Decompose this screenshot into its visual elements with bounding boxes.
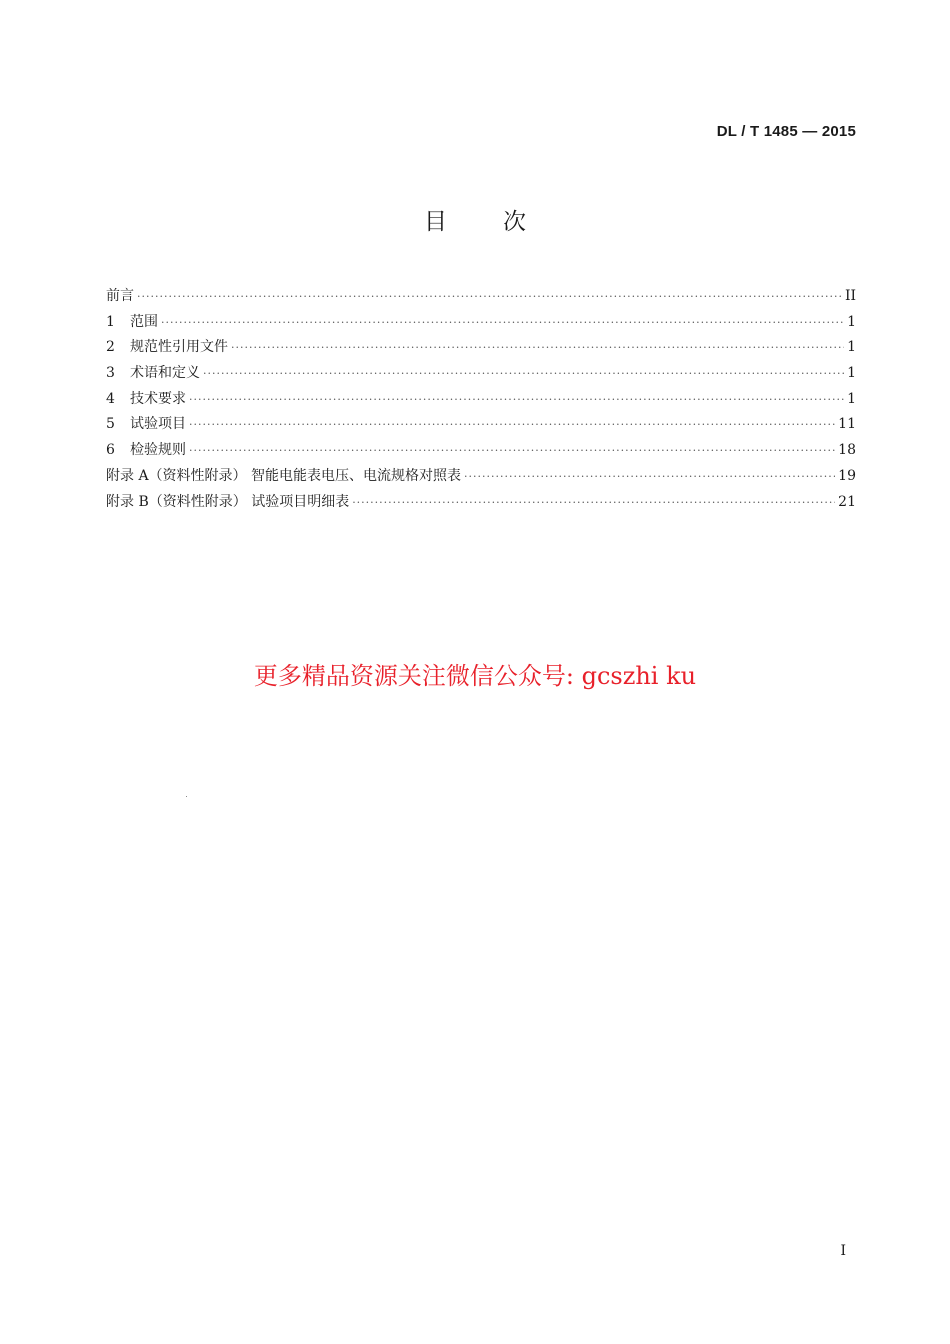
toc-entry-label: 试验项目 <box>130 416 186 433</box>
standard-code: DL / T 1485 — 2015 <box>716 123 856 140</box>
toc-leader-dots <box>161 310 844 336</box>
toc-entry-page: 18 <box>838 442 856 459</box>
toc-title-char-1: 目 <box>424 209 447 235</box>
toc-leader-dots <box>189 438 835 464</box>
page-number: I <box>840 1243 846 1259</box>
toc-entry-number: 4 <box>106 390 115 407</box>
toc-entry-label: 前言 <box>106 288 134 304</box>
toc-entry-number: 6 <box>106 442 115 459</box>
toc-entry-page: 1 <box>847 365 856 382</box>
toc-entry-label: 术语和定义 <box>130 365 200 382</box>
toc-entry-5[interactable] <box>106 412 856 438</box>
toc-entry-label: 检验规则 <box>130 442 186 459</box>
promo-watermark-text: 更多精品资源关注微信公众号: gcszhi ku <box>253 662 697 690</box>
toc-entry-page: 1 <box>847 313 856 330</box>
toc-leader-dots <box>137 284 842 310</box>
toc-entry-number: 5 <box>106 416 115 433</box>
scan-speck <box>186 796 187 797</box>
toc-leader-dots <box>189 387 844 413</box>
toc-entry-number: 2 <box>106 339 115 356</box>
toc-entry-page: 1 <box>847 339 856 356</box>
toc-entry-label: 范围 <box>130 313 158 330</box>
toc-entry-page: II <box>844 288 856 304</box>
toc-entry-label: 规范性引用文件 <box>130 339 228 356</box>
toc-leader-dots <box>203 361 844 387</box>
toc-entry-foreword[interactable] <box>106 284 856 310</box>
toc-entry-3[interactable] <box>106 361 856 387</box>
toc-entry-4[interactable] <box>106 387 856 413</box>
toc-title-char-2: 次 <box>503 209 526 235</box>
toc-entry-appendix-a[interactable] <box>106 464 856 490</box>
toc-entry-page: 19 <box>838 467 856 484</box>
toc-entry-6[interactable] <box>106 438 856 464</box>
toc-leader-dots <box>352 490 835 516</box>
toc-entry-label: 附录 B（资料性附录） 试验项目明细表 <box>106 493 350 510</box>
toc-leader-dots <box>231 335 844 361</box>
toc-leader-dots <box>189 412 835 438</box>
toc-title <box>0 203 950 236</box>
toc-entry-label: 附录 A（资料性附录） 智能电能表电压、电流规格对照表 <box>106 467 462 484</box>
toc-entry-1[interactable] <box>106 310 856 336</box>
toc-list <box>106 284 856 515</box>
toc-leader-dots <box>464 464 835 490</box>
toc-entry-number: 3 <box>106 365 115 382</box>
toc-entry-2[interactable] <box>106 335 856 361</box>
toc-entry-label: 技术要求 <box>130 390 186 407</box>
toc-entry-number: 1 <box>106 313 115 330</box>
toc-entry-page: 21 <box>838 493 856 510</box>
toc-entry-page: 11 <box>838 416 856 433</box>
toc-entry-page: 1 <box>847 390 856 407</box>
toc-entry-appendix-b[interactable] <box>106 490 856 516</box>
